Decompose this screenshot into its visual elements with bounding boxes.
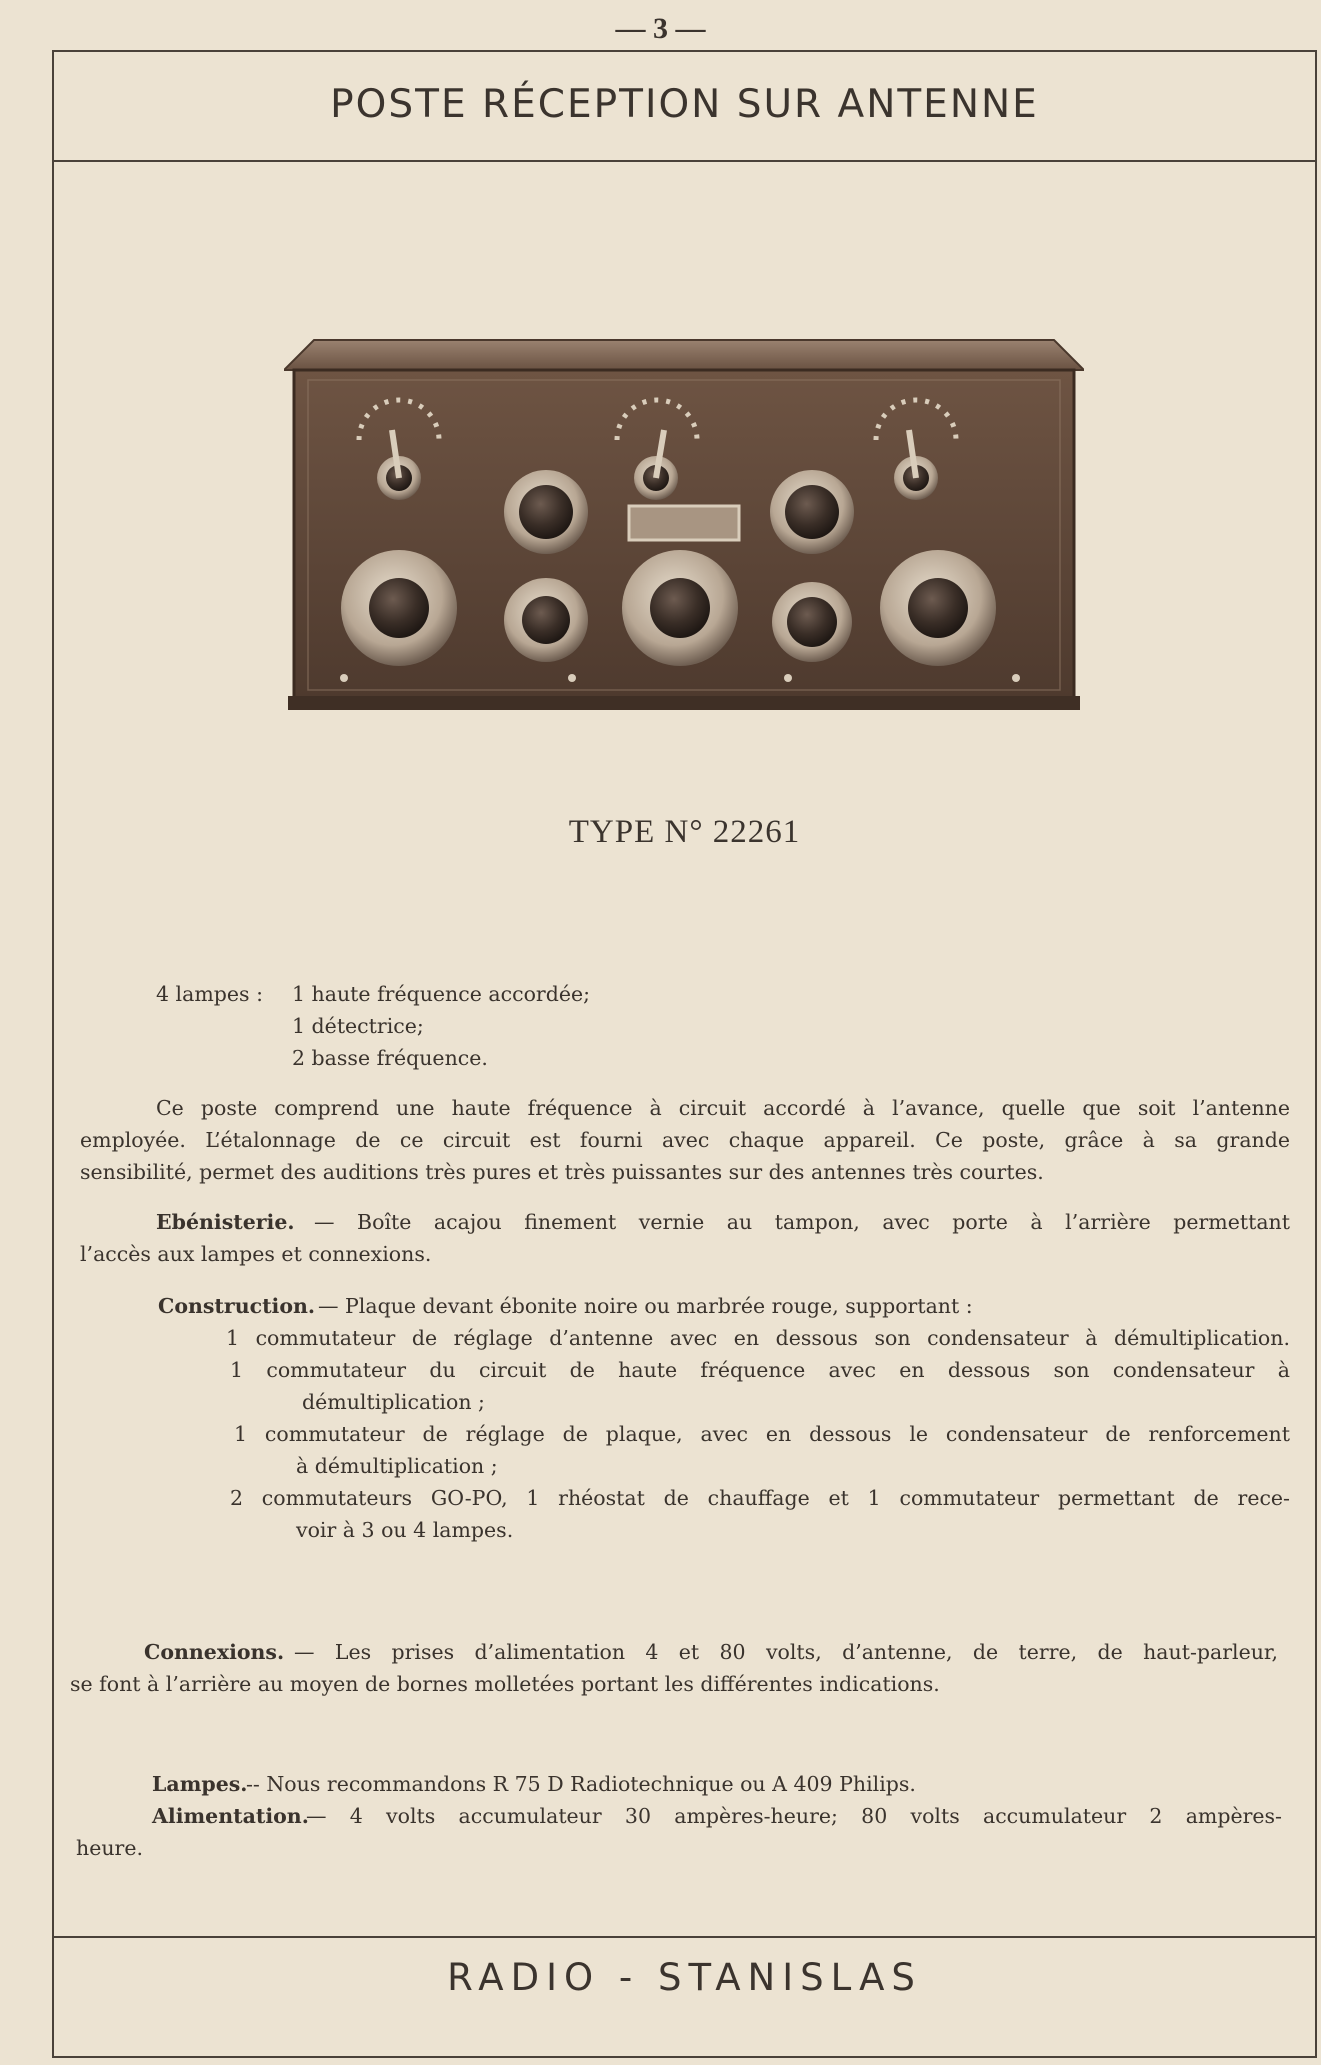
page-title: POSTE RÉCEPTION SUR ANTENNE [330,82,1039,127]
ebenisterie-label: Ebénisterie. [156,1210,295,1234]
intro-line: sensibilité, permet des auditions très pures et très puissantes sur des antennes très courtes. [80,1160,1044,1184]
construction-item: 1 commutateur du circuit de haute fréquence avec en dessous son condensateur à [230,1358,1290,1382]
construction-item: 1 commutateur de réglage d’antenne avec en dessous son condensateur à démultiplication. [226,1326,1290,1350]
ebenisterie-line: — Boîte acajou finement vernie au tampon, avec porte à l’arrière permettant [314,1210,1290,1234]
dial-lower-right [880,550,996,666]
connexions-line: — Les prises d’alimentation 4 et 80 volts, d’antenne, de terre, de haut-parleur, [294,1640,1278,1664]
dial-lower-left [341,550,457,666]
alimentation-line: heure. [76,1836,143,1860]
footer-brand: RADIO - STANISLAS [447,1956,922,1999]
lampes-text: -- Nous recommandons R 75 D Radiotechnique ou A 409 Philips. [246,1772,916,1796]
nameplate [629,506,739,540]
type-number: TYPE N° 22261 [568,814,801,850]
lampes-label: Lampes. [152,1772,248,1796]
lamp-item: 1 haute fréquence accordée; [292,982,591,1006]
construction-item: à démultiplication ; [296,1454,498,1478]
lamps-label: 4 lampes : [156,982,263,1006]
connexions-line: se font à l’arrière au moyen de bornes molletées portant les différentes indications. [70,1672,940,1696]
construction-item: 2 commutateurs GO-PO, 1 rhéostat de chauffage et 1 commutateur permettant de rece- [230,1486,1290,1510]
construction-label: Construction. [158,1294,316,1318]
knob-upper-right [770,470,854,554]
knob-upper-left [504,470,588,554]
footer-rule [52,1936,1317,1938]
intro-line: employée. L’étalonnage de ce circuit est fourni avec chaque appareil. Ce poste, grâce à sa grande [80,1128,1290,1152]
connexions-label: Connexions. [144,1640,285,1664]
construction-item: voir à 3 ou 4 lampes. [296,1518,514,1542]
ebenisterie-line: l’accès aux lampes et connexions. [80,1242,432,1266]
page-number: — 3 — [615,12,706,45]
construction-item: 1 commutateur de réglage de plaque, avec en dessous le condensateur de renforcement [234,1422,1290,1446]
alimentation-label: Alimentation. [152,1804,309,1828]
knob-lower-fourth [772,582,852,662]
construction-intro: — Plaque devant ébonite noire ou marbrée rouge, supportant : [318,1294,973,1318]
dial-lower-center [622,550,738,666]
alimentation-line: — 4 volts accumulateur 30 ampères-heure; 80 volts accumulateur 2 ampères- [306,1804,1282,1828]
lamp-item: 1 détectrice; [292,1014,424,1038]
radio-receiver-photo [284,330,1084,720]
knob-lower-second [504,578,588,662]
intro-line: Ce poste comprend une haute fréquence à circuit accordé à l’avance, quelle que soit l’antenne [156,1096,1290,1120]
lamp-item: 2 basse fréquence. [292,1046,488,1070]
construction-item: démultiplication ; [302,1390,485,1414]
header-rule [52,160,1317,162]
